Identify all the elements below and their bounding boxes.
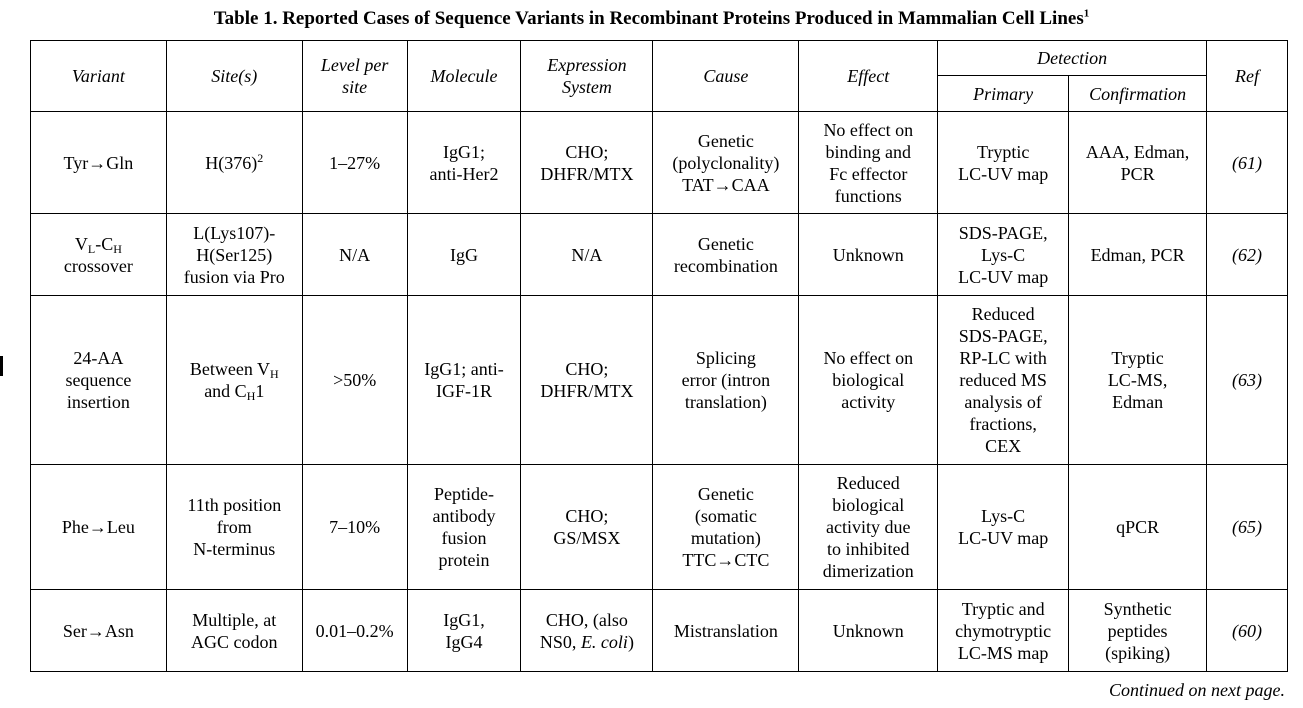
cell-molecule: IgG [407,214,521,296]
cell-molecule: IgG1, IgG4 [407,590,521,672]
cell-cause: Genetic (polyclonality) TAT→CAA [653,112,799,214]
cell-confirmation: Edman, PCR [1069,214,1207,296]
continued-note: Continued on next page. [1109,680,1285,700]
cell-level: 0.01–0.2% [302,590,407,672]
table-row [31,296,1288,465]
cell-expression: CHO; GS/MSX [521,465,653,590]
cell-cause: Mistranslation [653,590,799,672]
header-primary: Primary [938,76,1069,112]
cell-confirmation: Synthetic peptides (spiking) [1069,590,1207,672]
cell-primary: Reduced SDS-PAGE, RP-LC with reduced MS analysis of fractions, CEX [938,296,1069,465]
cell-variant: Tyr→Gln [31,112,167,214]
cell-effect: Unknown [799,590,938,672]
page-edge-mark [0,356,3,376]
cell-level: 7–10% [302,465,407,590]
cell-site: Multiple, at AGC codon [166,590,302,672]
header-ref: Ref [1207,41,1288,112]
cell-primary: Lys-C LC-UV map [938,465,1069,590]
cell-level: 1–27% [302,112,407,214]
cell-primary: SDS-PAGE, Lys-C LC-UV map [938,214,1069,296]
header-molecule: Molecule [407,41,521,112]
cell-cause: Genetic recombination [653,214,799,296]
header-cause: Cause [653,41,799,112]
cell-effect: Unknown [799,214,938,296]
cell-molecule: IgG1; anti- IGF-1R [407,296,521,465]
cell-primary: Tryptic LC-UV map [938,112,1069,214]
cell-ref: (63) [1207,296,1288,465]
table-title: Table 1. Reported Cases of Sequence Variants in Recombinant Proteins Produced in Mammalian Cell Lines$^1$ [213,7,1090,29]
cell-ref: (60) [1207,590,1288,672]
cell-expression: CHO; DHFR/MTX [521,296,653,465]
cell-site: Between $V_H$ and $C_H1$ [166,296,302,465]
variants-table [30,40,1288,672]
cell-site: 11th position from N-terminus [166,465,302,590]
cell-expression: N/A [521,214,653,296]
cell-level: >50% [302,296,407,465]
cell-level: N/A [302,214,407,296]
header-level: Level per site [302,41,407,112]
header-effect: Effect [799,41,938,112]
cell-expression: CHO; DHFR/MTX [521,112,653,214]
header-expression: Expression System [521,41,653,112]
cell-confirmation: qPCR [1069,465,1207,590]
cell-variant: 24-AA sequence insertion [31,296,167,465]
table-row [31,465,1288,590]
cell-primary: Tryptic and chymotryptic LC-MS map [938,590,1069,672]
header-confirmation: Confirmation [1069,76,1207,112]
cell-confirmation: Tryptic LC-MS, Edman [1069,296,1207,465]
cell-cause: Splicing error (intron translation) [653,296,799,465]
cell-site: L(Lys107)- H(Ser125) fusion via Pro [166,214,302,296]
table-row [31,214,1288,296]
header-variant: Variant [31,41,167,112]
cell-confirmation: AAA, Edman, PCR [1069,112,1207,214]
cell-expression: CHO, (also NS0, E. coli) [521,590,653,672]
cell-variant: Ser→Asn [31,590,167,672]
table-row [31,590,1288,672]
header-detection: Detection [938,41,1207,76]
table-row [31,112,1288,214]
cell-cause: Genetic (somatic mutation) TTC→CTC [653,465,799,590]
header-sites: Site(s) [166,41,302,112]
cell-ref: (65) [1207,465,1288,590]
cell-variant: $V_L-C_H$ crossover [31,214,167,296]
cell-molecule: IgG1; anti-Her2 [407,112,521,214]
cell-site: $H(376)^2$ [166,112,302,214]
cell-effect: Reduced biological activity due to inhibited dimerization [799,465,938,590]
cell-effect: No effect on biological activity [799,296,938,465]
cell-molecule: Peptide- antibody fusion protein [407,465,521,590]
cell-effect: No effect on binding and Fc effector functions [799,112,938,214]
cell-ref: (62) [1207,214,1288,296]
cell-ref: (61) [1207,112,1288,214]
cell-variant: Phe→Leu [31,465,167,590]
